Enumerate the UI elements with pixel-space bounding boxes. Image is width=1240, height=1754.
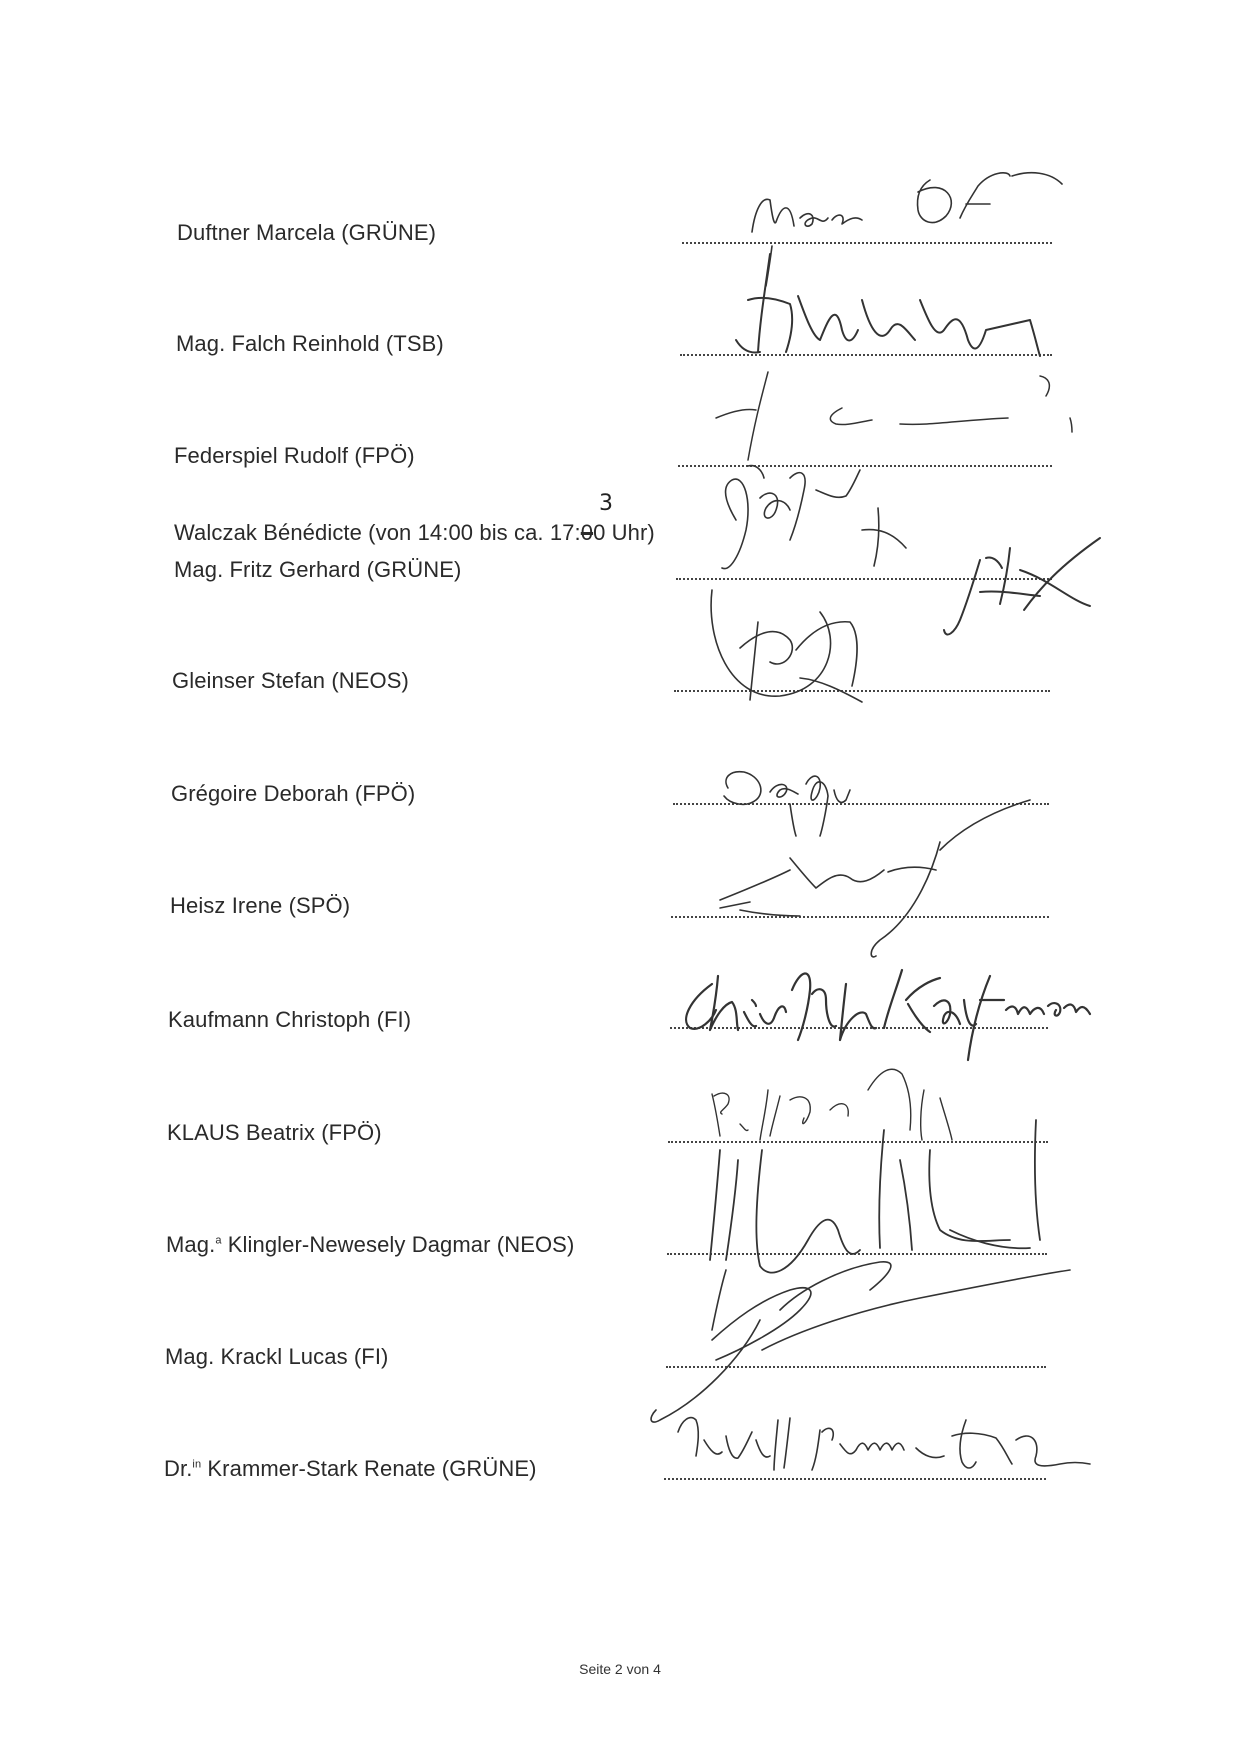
signature-line-duftner xyxy=(682,242,1052,244)
member-name-walczak xyxy=(174,520,655,546)
member-name-kaufmann: Kaufmann Christoph (FI) xyxy=(168,1007,412,1032)
klingler-prefix-sup: a xyxy=(215,1234,222,1247)
signature-falch xyxy=(736,254,1040,356)
member-name-klaus: KLAUS Beatrix (FPÖ) xyxy=(167,1120,382,1145)
member-name-falch: Mag. Falch Reinhold (TSB) xyxy=(176,331,444,356)
krammer-name: Krammer-Stark Renate (GRÜNE) xyxy=(207,1456,537,1481)
krammer-prefix-sup: in xyxy=(192,1458,202,1471)
signature-line-gregoire xyxy=(673,803,1049,805)
signature-line-falch xyxy=(680,354,1052,356)
signature-krammer xyxy=(678,1418,1090,1470)
krammer-prefix: Dr. xyxy=(164,1456,193,1481)
member-name-krackl: Mag. Krackl Lucas (FI) xyxy=(165,1344,389,1369)
klingler-name: Klingler-Newesely Dagmar (NEOS) xyxy=(227,1232,575,1257)
signature-line-klaus xyxy=(668,1141,1048,1143)
walczak-text-before: Walczak Bénédicte (von 14:00 bis ca. 17: xyxy=(174,520,581,545)
signature-line-heisz xyxy=(671,916,1049,918)
walczak-text-after: 0 Uhr) xyxy=(593,520,655,545)
member-name-duftner: Duftner Marcela (GRÜNE) xyxy=(177,220,437,245)
klingler-prefix: Mag. xyxy=(166,1232,216,1257)
signature-heisz xyxy=(720,800,1030,957)
signature-duftner xyxy=(752,173,1062,286)
signature-line-fritz xyxy=(676,578,1052,580)
signature-fritz xyxy=(944,538,1100,635)
signature-walczak xyxy=(722,466,906,569)
member-name-heisz: Heisz Irene (SPÖ) xyxy=(170,893,351,918)
signature-line-krammer xyxy=(664,1478,1046,1480)
signature-line-klingler xyxy=(667,1253,1047,1255)
signature-gleinser xyxy=(711,590,862,702)
handwritten-correction: 3 xyxy=(599,491,613,516)
walczak-struck-digit: 0 xyxy=(580,520,594,545)
member-name-gleinser: Gleinser Stefan (NEOS) xyxy=(172,668,409,693)
member-name-klingler xyxy=(166,1232,574,1258)
page-footer: Seite 2 von 4 xyxy=(579,1661,661,1677)
member-name-federspiel: Federspiel Rudolf (FPÖ) xyxy=(174,443,415,468)
member-name-fritz: Mag. Fritz Gerhard (GRÜNE) xyxy=(174,557,462,582)
signature-line-krackl xyxy=(666,1366,1046,1368)
member-name-krammer xyxy=(164,1456,537,1482)
signature-kaufmann xyxy=(686,970,1090,1060)
signature-line-kaufmann xyxy=(670,1027,1048,1029)
signature-line-federspiel xyxy=(678,465,1052,467)
signature-klaus xyxy=(712,1069,952,1140)
signature-krackl xyxy=(651,1262,1070,1422)
member-name-gregoire: Grégoire Deborah (FPÖ) xyxy=(171,781,416,806)
signature-line-gleinser xyxy=(674,690,1050,692)
signature-federspiel xyxy=(716,372,1072,460)
